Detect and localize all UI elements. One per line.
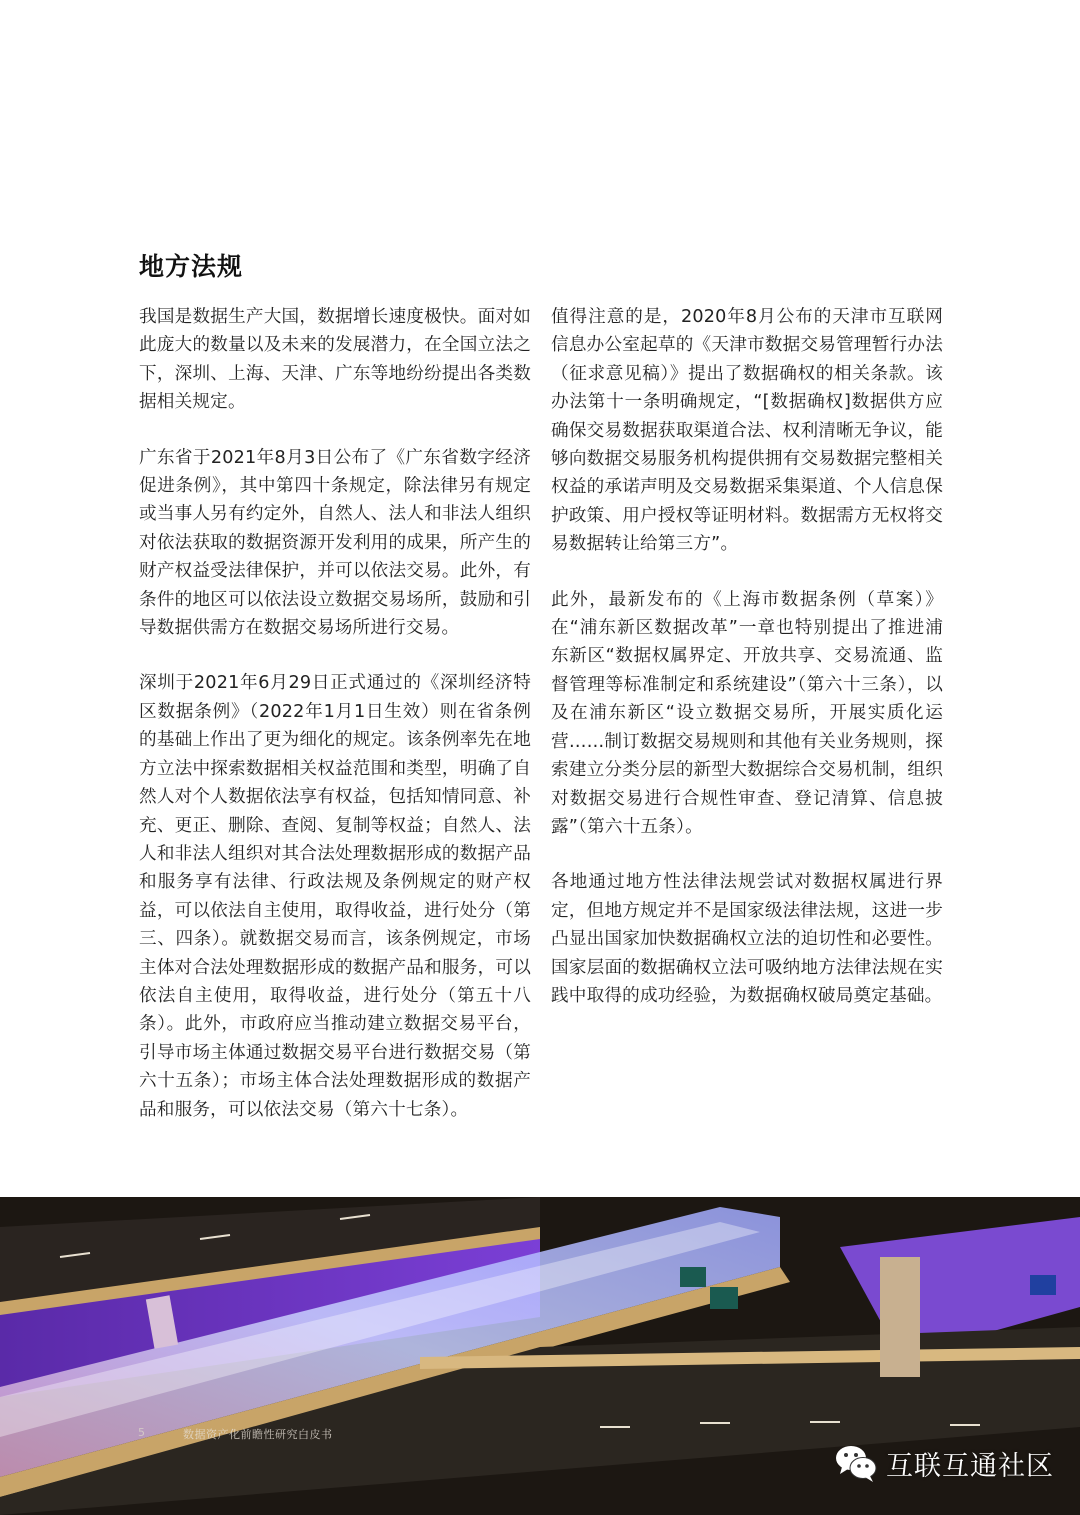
watermark-text: 互联互通社区 [886,1450,1054,1482]
document-title: 数据资产化前瞻性研究白皮书 [183,1428,333,1441]
paragraph-shenzhen: 深圳于2021年6月29日正式通过的《深圳经济特区数据条例》（2022年1月1日生效）则在省条例的基础上作出了更为细化的规定。该条例率先在地方立法中探索数据相关权益范围和类型，明确了自然人对个人数据依法享有权益，包括知情同意、补充、更正、删除、查阅、复制等权益；自然人、法人和非法人组织对其合法处理数据形成的数据产品和服务享有法律、行政法规及条例规定的财产权益，可以依法自主使用，取得收益，进行处分（第三、四条）。就数据交易而言，该条例规定，市场主体对合法处理数据形成的数据产品和服务，可以依法自主使用，取得收益，进行处分（第五十八条）。此外，市政府应当推动建立数据交易平台，引导市场主体通过数据交易平台进行数据交易（第六十五条）；市场主体合法处理数据形成的数据产品和服务，可以依法交易（第六十七条）。 [139,673,531,1120]
paragraph-tianjin: 值得注意的是，2020年8月公布的天津市互联网信息办公室起草的《天津市数据交易管理暂行办法（征求意见稿）》提出了数据确权的相关条款。该办法第十一条明确规定，“[数据确权]数据供方应确保交易数据获取渠道合法、权利清晰无争议，能够向数据交易服务机构提供拥有交易数据完整相关权益的承诺声明及交易数据采集渠道、个人信息保护政策、用户授权等证明材料。数据需方无权将交易数据转让给第三方”。 [551,307,943,555]
paragraph-conclusion: 各地通过地方性法律法规尝试对数据权属进行界定，但地方规定并不是国家级法律法规，这进一步凸显出国家加快数据确权立法的迫切性和必要性。国家层面的数据确权立法可吸纳地方法律法规在实践中取得的成功经验，为数据确权破局奠定基础。 [551,872,943,1006]
wechat-icon [834,1443,878,1483]
left-column [139,303,531,1151]
wechat-watermark [834,1443,1054,1483]
paragraph-shanghai: 此外，最新发布的《上海市数据条例（草案）》在“浦东新区数据改革”一章也特别提出了推进浦东新区“数据权属界定、开放共享、交易流通、监督管理等标准制定和系统建设”（第六十三条），以及在浦东新区“设立数据交易所，开展实质化运营……制订数据交易规则和其他有关业务规则，探索建立分类分层的新型大数据综合交易机制，组织对数据交易进行合规性审查、登记清算、信息披露”（第六十五条）。 [551,589,943,837]
paragraph-intro: 我国是数据生产大国，数据增长速度极快。面对如此庞大的数量以及未来的发展潜力，在全国立法之下，深圳、上海、天津、广东等地纷纷提出各类数据相关规定。 [139,307,531,413]
section-title: 地方法规 [139,252,244,281]
paragraph-guangdong: 广东省于2021年8月3日公布了《广东省数字经济促进条例》，其中第四十条规定，除法律另有规定或当事人另有约定外，自然人、法人和非法人组织对依法获取的数据资源开发利用的成果，所产生的财产权益受法律保护，并可以依法交易。此外，有条件的地区可以依法设立数据交易场所，鼓励和引导数据供需方在数据交易场所进行交易。 [139,447,531,639]
right-column [551,303,943,1037]
page-number: 5 [138,1426,145,1439]
